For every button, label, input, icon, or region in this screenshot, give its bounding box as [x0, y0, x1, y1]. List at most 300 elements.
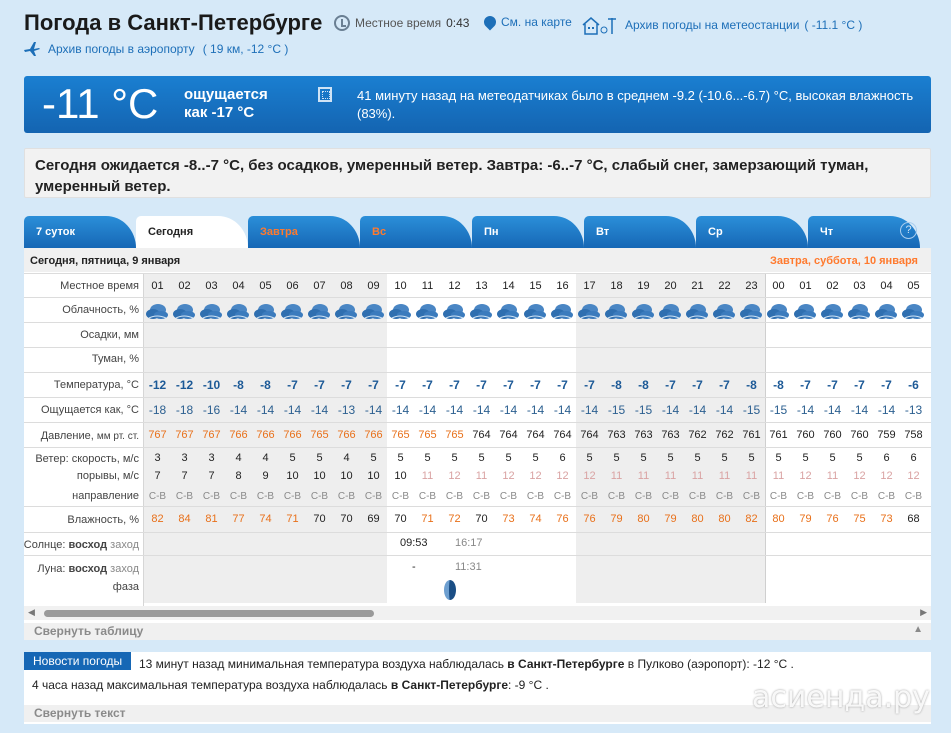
wind-direction-cell: С-В: [418, 491, 437, 502]
feels-like-cell: -15: [634, 403, 653, 417]
overcast-cloud-icon: [362, 302, 384, 320]
hour-cell: 21: [691, 280, 704, 292]
hour-cell: 03: [205, 280, 218, 292]
tab-2[interactable]: Сегодня: [136, 216, 248, 248]
hour-cell: 15: [529, 280, 542, 292]
pressure-cell: 766: [229, 429, 248, 441]
day2-label: Завтра, суббота, 10 января: [770, 255, 918, 267]
temperature-cell: -12: [175, 378, 194, 392]
local-time: Местное время 0:43: [334, 15, 469, 31]
hour-cell: 23: [745, 280, 758, 292]
feels-like-cell: -15: [769, 403, 788, 417]
overcast-cloud-icon: [200, 302, 222, 320]
pressure-cell: 764: [472, 429, 491, 441]
wind-gust-cell: 7: [181, 470, 188, 482]
wind-direction-cell: С-В: [364, 491, 383, 502]
humidity-cell: 82: [151, 513, 164, 525]
overcast-cloud-icon: [740, 302, 762, 320]
wind-speed-cell: 5: [397, 452, 404, 464]
temperature-cell: -8: [233, 378, 244, 392]
wind-direction-cell: С-В: [202, 491, 221, 502]
wind-speed-cell: 5: [667, 452, 674, 464]
wind-direction-cell: С-В: [526, 491, 545, 502]
hour-cell: 14: [502, 280, 515, 292]
wind-gust-cell: 11: [826, 470, 839, 482]
wind-gust-cell: 9: [262, 470, 269, 482]
wind-direction-cell: С-В: [499, 491, 518, 502]
row-divider: [24, 347, 931, 348]
feels-like-cell: -13: [337, 403, 356, 417]
feels-like-cell: -14: [418, 403, 437, 417]
collapse-arrow-icon: ▲: [913, 624, 923, 635]
wind-speed-cell: 5: [613, 452, 620, 464]
feels-like-cell: -18: [175, 403, 194, 417]
humidity-cell: 74: [259, 513, 272, 525]
temperature-cell: -12: [148, 378, 167, 392]
wind-direction-cell: С-В: [175, 491, 194, 502]
overcast-cloud-icon: [848, 302, 870, 320]
horizontal-scrollbar[interactable]: [24, 606, 931, 620]
airport-archive-link[interactable]: Архив погоды в аэропорту ( 19 км, -12 °C ): [24, 42, 288, 56]
pressure-cell: 765: [391, 429, 410, 441]
overcast-cloud-icon: [875, 302, 897, 320]
day1-label: Сегодня, пятница, 9 января: [30, 255, 181, 267]
humidity-cell: 75: [853, 513, 866, 525]
temperature-cell: -7: [422, 378, 433, 392]
overcast-cloud-icon: [605, 302, 627, 320]
overcast-cloud-icon: [173, 302, 195, 320]
feels-like-cell: -14: [391, 403, 410, 417]
airplane-icon: [24, 42, 40, 56]
feels-like-cell: -14: [661, 403, 680, 417]
forecast-summary: Сегодня ожидается -8..-7 °C, без осадков, умеренный ветер. Завтра: -6..-7 °C, слабый снег, замерзающий туман, умеренный ветер.: [24, 148, 931, 198]
wind-gust-cell: 11: [664, 470, 677, 482]
wind-speed-cell: 5: [424, 452, 431, 464]
hour-cell: 00: [772, 280, 785, 292]
help-icon[interactable]: ?: [900, 222, 917, 239]
wind-direction-cell: С-В: [769, 491, 788, 502]
humidity-cell: 73: [880, 513, 893, 525]
wind-speed-cell: 5: [316, 452, 323, 464]
humidity-cell: 70: [340, 513, 353, 525]
wind-direction-cell: С-В: [391, 491, 410, 502]
wind-speed-cell: 5: [451, 452, 458, 464]
temperature-cell: -7: [503, 378, 514, 392]
tab-8[interactable]: Чт: [808, 216, 920, 248]
hour-cell: 20: [664, 280, 677, 292]
label-phase: фаза: [112, 581, 139, 593]
weather-station-icon: [582, 15, 620, 35]
hour-cell: 18: [610, 280, 623, 292]
row-divider: [24, 372, 931, 373]
humidity-cell: 71: [286, 513, 299, 525]
wind-direction-cell: С-В: [472, 491, 491, 502]
hour-cell: 01: [799, 280, 812, 292]
wind-speed-cell: 5: [532, 452, 539, 464]
wind-speed-cell: 5: [694, 452, 701, 464]
temperature-cell: -7: [719, 378, 730, 392]
wind-direction-cell: С-В: [337, 491, 356, 502]
humidity-cell: 80: [718, 513, 731, 525]
wind-speed-cell: 5: [829, 452, 836, 464]
wind-direction-cell: С-В: [256, 491, 275, 502]
wind-speed-cell: 5: [856, 452, 863, 464]
wind-gust-cell: 11: [745, 470, 758, 482]
humidity-cell: 84: [178, 513, 191, 525]
humidity-cell: 79: [664, 513, 677, 525]
label-pressure: Давление, мм рт. ст.: [40, 430, 139, 442]
label-time: Местное время: [60, 280, 139, 292]
humidity-cell: 72: [448, 513, 461, 525]
wind-gust-cell: 12: [448, 470, 461, 482]
map-link[interactable]: См. на карте: [484, 15, 572, 29]
wind-speed-cell: 3: [154, 452, 161, 464]
current-weather-panel: [24, 76, 931, 133]
overcast-cloud-icon: [794, 302, 816, 320]
humidity-cell: 70: [475, 513, 488, 525]
humidity-cell: 69: [367, 513, 380, 525]
hour-cell: 16: [556, 280, 569, 292]
pressure-cell: 766: [364, 429, 383, 441]
tab-5[interactable]: Пн: [472, 216, 584, 248]
label-moon: Луна: восход заход: [37, 563, 139, 575]
hour-cell: 03: [853, 280, 866, 292]
humidity-cell: 71: [421, 513, 434, 525]
wind-gust-cell: 12: [556, 470, 569, 482]
overcast-cloud-icon: [632, 302, 654, 320]
wind-gust-cell: 7: [154, 470, 161, 482]
hour-cell: 13: [475, 280, 488, 292]
wind-gust-cell: 11: [772, 470, 785, 482]
label-feels: Ощущается как, °C: [40, 404, 139, 416]
temperature-cell: -7: [287, 378, 298, 392]
feels-like-cell: -14: [310, 403, 329, 417]
temperature-cell: -7: [584, 378, 595, 392]
temperature-cell: -7: [665, 378, 676, 392]
overcast-cloud-icon: [281, 302, 303, 320]
feels-like-cell: -16: [202, 403, 221, 417]
wind-speed-cell: 3: [208, 452, 215, 464]
overcast-cloud-icon: [335, 302, 357, 320]
clock-icon: [334, 15, 350, 31]
news-tag[interactable]: Новости погоды: [24, 652, 131, 670]
label-sun: Солнце: восход заход: [24, 539, 139, 551]
sunrise-time: 09:53: [400, 537, 428, 549]
overcast-cloud-icon: [767, 302, 789, 320]
hour-cell: 02: [178, 280, 191, 292]
pressure-cell: 767: [175, 429, 194, 441]
feels-like-cell: -13: [904, 403, 923, 417]
feels-like-cell: -14: [580, 403, 599, 417]
row-divider: [24, 297, 931, 298]
wind-direction-cell: С-В: [607, 491, 626, 502]
row-divider: [24, 322, 931, 323]
pressure-cell: 766: [337, 429, 356, 441]
row-divider: [24, 273, 931, 274]
pressure-cell: 763: [634, 429, 653, 441]
moonset-time: 11:31: [455, 561, 482, 573]
wind-speed-cell: 5: [586, 452, 593, 464]
wind-gust-cell: 12: [502, 470, 515, 482]
feels-like-cell: -14: [229, 403, 248, 417]
overcast-cloud-icon: [659, 302, 681, 320]
overcast-cloud-icon: [227, 302, 249, 320]
wind-speed-cell: 5: [640, 452, 647, 464]
scroll-left-icon[interactable]: ◀: [28, 607, 35, 617]
wind-direction-cell: С-В: [445, 491, 464, 502]
label-direction: направление: [72, 490, 139, 502]
feels-like: ощущается как -17 °C: [184, 86, 268, 121]
feels-like-cell: -14: [877, 403, 896, 417]
humidity-cell: 80: [637, 513, 650, 525]
humidity-cell: 81: [205, 513, 218, 525]
overcast-cloud-icon: [470, 302, 492, 320]
humidity-cell: 80: [691, 513, 704, 525]
wind-speed-cell: 6: [910, 452, 917, 464]
wind-speed-cell: 5: [478, 452, 485, 464]
pressure-cell: 759: [877, 429, 896, 441]
temperature-cell: -7: [314, 378, 325, 392]
pressure-cell: 761: [769, 429, 788, 441]
feels-like-cell: -14: [526, 403, 545, 417]
page-header: [0, 0, 951, 70]
temperature-cell: -7: [854, 378, 865, 392]
row-divider: [24, 397, 931, 398]
wind-gust-cell: 10: [340, 470, 353, 482]
wind-gust-cell: 11: [475, 470, 488, 482]
wind-speed-cell: 5: [289, 452, 296, 464]
hourly-forecast-table: [24, 248, 931, 623]
wind-direction-cell: С-В: [823, 491, 842, 502]
hour-cell: 02: [826, 280, 839, 292]
wind-direction-cell: С-В: [580, 491, 599, 502]
pressure-cell: 763: [607, 429, 626, 441]
wind-gust-cell: 10: [313, 470, 326, 482]
pressure-cell: 765: [445, 429, 464, 441]
feels-like-cell: -14: [823, 403, 842, 417]
feels-like-cell: -14: [364, 403, 383, 417]
feels-like-cell: -14: [445, 403, 464, 417]
tab-6[interactable]: Вт: [584, 216, 696, 248]
hour-cell: 10: [394, 280, 407, 292]
wind-direction-cell: С-В: [688, 491, 707, 502]
page-title: Погода в Санкт-Петербурге: [24, 10, 323, 35]
hour-cell: 04: [880, 280, 893, 292]
pressure-cell: 764: [580, 429, 599, 441]
tab-1[interactable]: 7 суток: [24, 216, 136, 248]
hour-cell: 07: [313, 280, 326, 292]
row-divider: [24, 422, 931, 423]
humidity-cell: 79: [610, 513, 623, 525]
temperature-cell: -6: [908, 378, 919, 392]
label-gusts: порывы, м/с: [76, 470, 139, 482]
row-divider: [24, 506, 931, 507]
temperature-cell: -7: [881, 378, 892, 392]
hour-cell: 11: [421, 280, 434, 292]
day-header-row: [24, 248, 931, 272]
news-item: 4 часа назад максимальная температура воздуха наблюдалась в Санкт-Петербурге: -9 °C .: [32, 678, 549, 692]
overcast-cloud-icon: [443, 302, 465, 320]
overcast-cloud-icon: [254, 302, 276, 320]
feels-like-cell: -14: [256, 403, 275, 417]
pressure-cell: 758: [904, 429, 923, 441]
hour-cell: 05: [259, 280, 272, 292]
pressure-cell: 762: [715, 429, 734, 441]
humidity-cell: 80: [772, 513, 785, 525]
wind-direction-cell: С-В: [553, 491, 572, 502]
temperature-cell: -8: [260, 378, 271, 392]
label-cloud: Облачность, %: [62, 304, 139, 316]
pressure-cell: 767: [202, 429, 221, 441]
wind-gust-cell: 11: [718, 470, 731, 482]
temperature-cell: -7: [341, 378, 352, 392]
temperature-cell: -8: [638, 378, 649, 392]
wind-direction-cell: С-В: [715, 491, 734, 502]
hourly-grid: [144, 273, 931, 608]
hour-cell: 08: [340, 280, 353, 292]
moonrise-time: -: [412, 561, 416, 573]
feels-like-cell: -14: [715, 403, 734, 417]
temperature-cell: -7: [692, 378, 703, 392]
scrollbar-thumb[interactable]: [44, 610, 374, 617]
scroll-right-icon[interactable]: ▶: [920, 607, 927, 617]
temperature-cell: -7: [530, 378, 541, 392]
pressure-cell: 760: [823, 429, 842, 441]
wind-speed-cell: 6: [883, 452, 890, 464]
overcast-cloud-icon: [551, 302, 573, 320]
feels-like-cell: -14: [472, 403, 491, 417]
wind-speed-cell: 4: [262, 452, 269, 464]
pressure-cell: 765: [418, 429, 437, 441]
wind-gust-cell: 12: [529, 470, 542, 482]
wind-direction-cell: С-В: [148, 491, 167, 502]
row-divider: [24, 555, 931, 556]
tab-3[interactable]: Завтра: [248, 216, 360, 248]
wind-direction-cell: С-В: [283, 491, 302, 502]
overcast-cloud-icon: [686, 302, 708, 320]
temperature-cell: -7: [395, 378, 406, 392]
wind-speed-cell: 5: [721, 452, 728, 464]
wind-direction-cell: С-В: [796, 491, 815, 502]
pressure-cell: 761: [742, 429, 761, 441]
hour-cell: 19: [637, 280, 650, 292]
wind-gust-cell: 11: [637, 470, 650, 482]
wind-gust-cell: 12: [583, 470, 596, 482]
feels-like-cell: -14: [553, 403, 572, 417]
wind-speed-cell: 5: [370, 452, 377, 464]
temperature-cell: -7: [557, 378, 568, 392]
tab-4[interactable]: Вс: [360, 216, 472, 248]
temperature-cell: -10: [202, 378, 221, 392]
moon-phase-icon: [444, 580, 456, 600]
feels-like-cell: -14: [796, 403, 815, 417]
station-archive-link[interactable]: Архив погоды на метеостанции ( -11.1 °C ): [582, 15, 862, 35]
humidity-cell: 82: [745, 513, 758, 525]
humidity-cell: 70: [394, 513, 407, 525]
temperature-cell: -8: [746, 378, 757, 392]
overcast-cloud-icon: [416, 302, 438, 320]
humidity-cell: 77: [232, 513, 245, 525]
pressure-cell: 764: [553, 429, 572, 441]
temperature-cell: -7: [476, 378, 487, 392]
label-fog: Туман, %: [91, 353, 139, 365]
wind-speed-cell: 5: [748, 452, 755, 464]
wind-direction-cell: С-В: [310, 491, 329, 502]
humidity-cell: 70: [313, 513, 326, 525]
row-divider: [24, 532, 931, 533]
hour-cell: 04: [232, 280, 245, 292]
hour-cell: 06: [286, 280, 299, 292]
wind-speed-cell: 3: [181, 452, 188, 464]
pressure-cell: 762: [688, 429, 707, 441]
temperature-cell: -8: [773, 378, 784, 392]
temperature-cell: -7: [368, 378, 379, 392]
humidity-cell: 76: [826, 513, 839, 525]
watermark-logo: асиенда.ру: [752, 680, 930, 715]
pressure-cell: 766: [256, 429, 275, 441]
hour-cell: 22: [718, 280, 731, 292]
wind-direction-cell: С-В: [904, 491, 923, 502]
wind-direction-cell: С-В: [742, 491, 761, 502]
pressure-cell: 766: [283, 429, 302, 441]
overcast-cloud-icon: [389, 302, 411, 320]
wind-direction-cell: С-В: [661, 491, 680, 502]
tab-7[interactable]: Ср: [696, 216, 808, 248]
collapse-text-button[interactable]: Свернуть текст: [24, 705, 931, 722]
feels-like-cell: -14: [688, 403, 707, 417]
humidity-cell: 74: [529, 513, 542, 525]
temperature-cell: -7: [800, 378, 811, 392]
pressure-cell: 763: [661, 429, 680, 441]
overcast-cloud-icon: [524, 302, 546, 320]
pressure-cell: 764: [526, 429, 545, 441]
feels-like-cell: -14: [283, 403, 302, 417]
wind-speed-cell: 4: [343, 452, 350, 464]
pressure-cell: 760: [850, 429, 869, 441]
hour-cell: 09: [367, 280, 380, 292]
wind-direction-cell: С-В: [634, 491, 653, 502]
feels-like-cell: -15: [742, 403, 761, 417]
wind-gust-cell: 12: [880, 470, 893, 482]
feels-like-cell: -14: [850, 403, 869, 417]
pressure-cell: 767: [148, 429, 167, 441]
wind-gust-cell: 10: [394, 470, 407, 482]
wind-gust-cell: 12: [799, 470, 812, 482]
humidity-cell: 79: [799, 513, 812, 525]
temperature-cell: -8: [611, 378, 622, 392]
wind-gust-cell: 8: [235, 470, 242, 482]
feels-like-cell: -14: [499, 403, 518, 417]
wind-speed-cell: 5: [802, 452, 809, 464]
overcast-cloud-icon: [497, 302, 519, 320]
pressure-cell: 765: [310, 429, 329, 441]
humidity-cell: 73: [502, 513, 515, 525]
pressure-cell: 764: [499, 429, 518, 441]
wind-gust-cell: 11: [421, 470, 434, 482]
collapse-table-button[interactable]: Свернуть таблицу ▲: [24, 623, 931, 640]
overcast-cloud-icon: [146, 302, 168, 320]
feels-like-cell: -15: [607, 403, 626, 417]
map-pin-icon: [482, 14, 499, 31]
label-temp: Температура, °C: [53, 379, 139, 391]
hour-cell: 17: [583, 280, 596, 292]
hour-cell: 05: [907, 280, 920, 292]
pressure-cell: 760: [796, 429, 815, 441]
feels-like-cell: -18: [148, 403, 167, 417]
label-humidity: Влажность, %: [67, 514, 139, 526]
humidity-cell: 76: [556, 513, 569, 525]
wind-speed-cell: 6: [559, 452, 566, 464]
